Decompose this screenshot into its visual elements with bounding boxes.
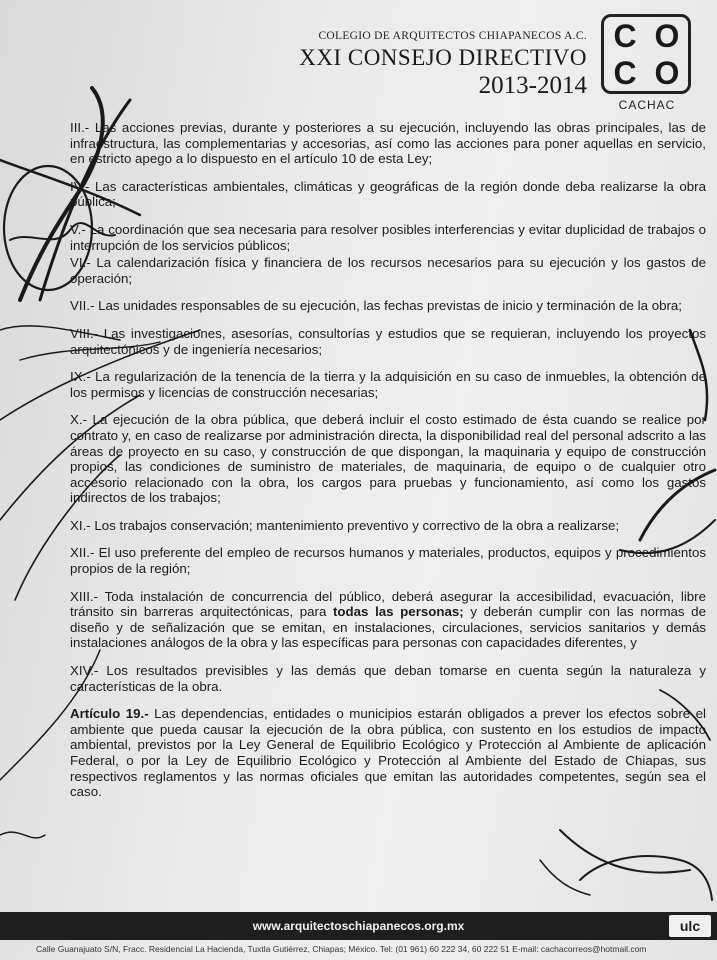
logo-caption: CACHAC <box>618 98 676 112</box>
clause-iv: IV.- Las características ambientales, climáticas y geográficas de la región donde deba realizarse la obra pública; <box>70 178 706 210</box>
logo-letter: C <box>613 17 637 54</box>
clause-xiii <box>70 589 706 651</box>
logo-letter: C <box>613 54 637 91</box>
clause-vii: VII.- Las unidades responsables de su ejecución, las fechas previstas de inicio y terminación de la obra; <box>70 298 683 314</box>
clause-xiii-start: XIII.- Toda instalación de concurrencia del público, deberá asegurar la accesibilidad, evacuación, libre tránsito sin barreras arquitectónicas, para <box>70 588 706 620</box>
signature-stroke <box>560 830 690 873</box>
article-19 <box>70 706 706 800</box>
logo-mark <box>601 14 691 94</box>
clause-xiii-end: y deberán cumplir con las normas de diseño y de señalización que se emitan, en instalaciones, circulaciones, servicios sanitarios y demás instalaciones análogos de la obra y las específicas para personas con capacidades diferentes, y <box>70 604 706 651</box>
clause-xii: XII.- El uso preferente del empleo de recursos humanos y materiales, productos, equipos y procedimientos propios de la región; <box>70 545 706 577</box>
footer-address: Calle Guanajuato S/N, Fracc. Residencial La Hacienda, Tuxtla Gutiérrez, Chiapas; México. Tel: (01 961) 60 222 34, 60 222 51 E-mail: cachacorreos@hotmail.com <box>36 944 647 954</box>
signature-stroke <box>540 860 590 895</box>
council-title: XXI CONSEJO DIRECTIVO <box>299 45 587 70</box>
footer-bar <box>0 912 717 940</box>
coco-logo <box>595 14 699 114</box>
clause-iii: III.- Las acciones previas, durante y posteriores a su ejecución, incluyendo las obras principales, las de infraestructura, las complementarias y accesorias, así como las acciones para poner aquellas en servicio, en estricto apego a lo dispuesto en el artículo 10 de esta Ley; <box>70 120 706 167</box>
document-body <box>70 120 706 812</box>
letterhead <box>287 14 707 114</box>
council-years: 2013-2014 <box>478 72 587 99</box>
clause-v: V.- La coordinación que sea necesaria para resolver posibles interferencias y evitar duplicidad de trabajos o interrupción de los servicios públicos; <box>70 221 706 253</box>
article-label: Artículo 19.- <box>70 706 149 722</box>
clause-vi: VI.- La calendarización física y financiera de los recursos necesarios para su ejecución y los gastos de operación; <box>70 255 706 286</box>
logo-letter: O <box>654 54 680 91</box>
signature-stroke <box>580 856 712 900</box>
clause-xi: XI.- Los trabajos conservación; mantenimiento preventivo y correctivo de la obra a realizarse; <box>70 517 620 533</box>
footer-website: www.arquitectoschiapanecos.org.mx <box>252 919 465 933</box>
clause-viii: VIII.- Las investigaciones, asesorías, consultorías y estudios que se requieran, incluyendo los proyectos arquitectónicos y de ingeniería necesarios; <box>70 325 706 357</box>
clause-xiv: XIV.- Los resultados previsibles y las demás que deban tomarse en cuenta según la naturaleza y características de la obra. <box>70 663 706 694</box>
clause-xiii-emphasis: todas las personas; <box>332 604 464 620</box>
organization-name: COLEGIO DE ARQUITECTOS CHIAPANECOS A.C. <box>318 30 587 42</box>
clause-x: X.- La ejecución de la obra pública, que deberá incluir el costo estimado de ésta cuando se realice por contrato y, en caso de realizarse por administración directa, la disponibilidad real del personal adscrito a las áreas de proyecto en su caso, y construcción de que dispongan, la maquinaria y equipo de construcción propios, las condiciones de suministro de materiales, de maquinaria, de equipo o de cualquier otro accesorio relacionado con la obra, los cargos para pruebas y funcionamiento, así como los gastos indirectos de los trabajos; <box>70 412 706 506</box>
signature-stroke <box>0 832 45 838</box>
logo-letter: O <box>654 17 680 54</box>
footer-logo: ulc <box>669 915 711 937</box>
clause-ix: IX.- La regularización de la tenencia de la tierra y la adquisición en su caso de inmuebles, la obtención de los permisos y licencias de construcción necesarias; <box>70 369 706 400</box>
article-text: Las dependencias, entidades o municipios estarán obligados a prever los efectos sobre el ambiente que pueda causar la ejecución de la obra pública, con sustento en los estudios de impacto ambiental, previstos por la Ley General de Equilibrio Ecológico y Protección al Ambiente de aplicación Federal, o por la Ley de Equilibrio Ecológico y Protección al Ambiente del Estado de Chiapas, sus respectivos reglamentos y las normas oficiales que emitan las autoridades competentes, según sea el caso. <box>70 706 707 800</box>
